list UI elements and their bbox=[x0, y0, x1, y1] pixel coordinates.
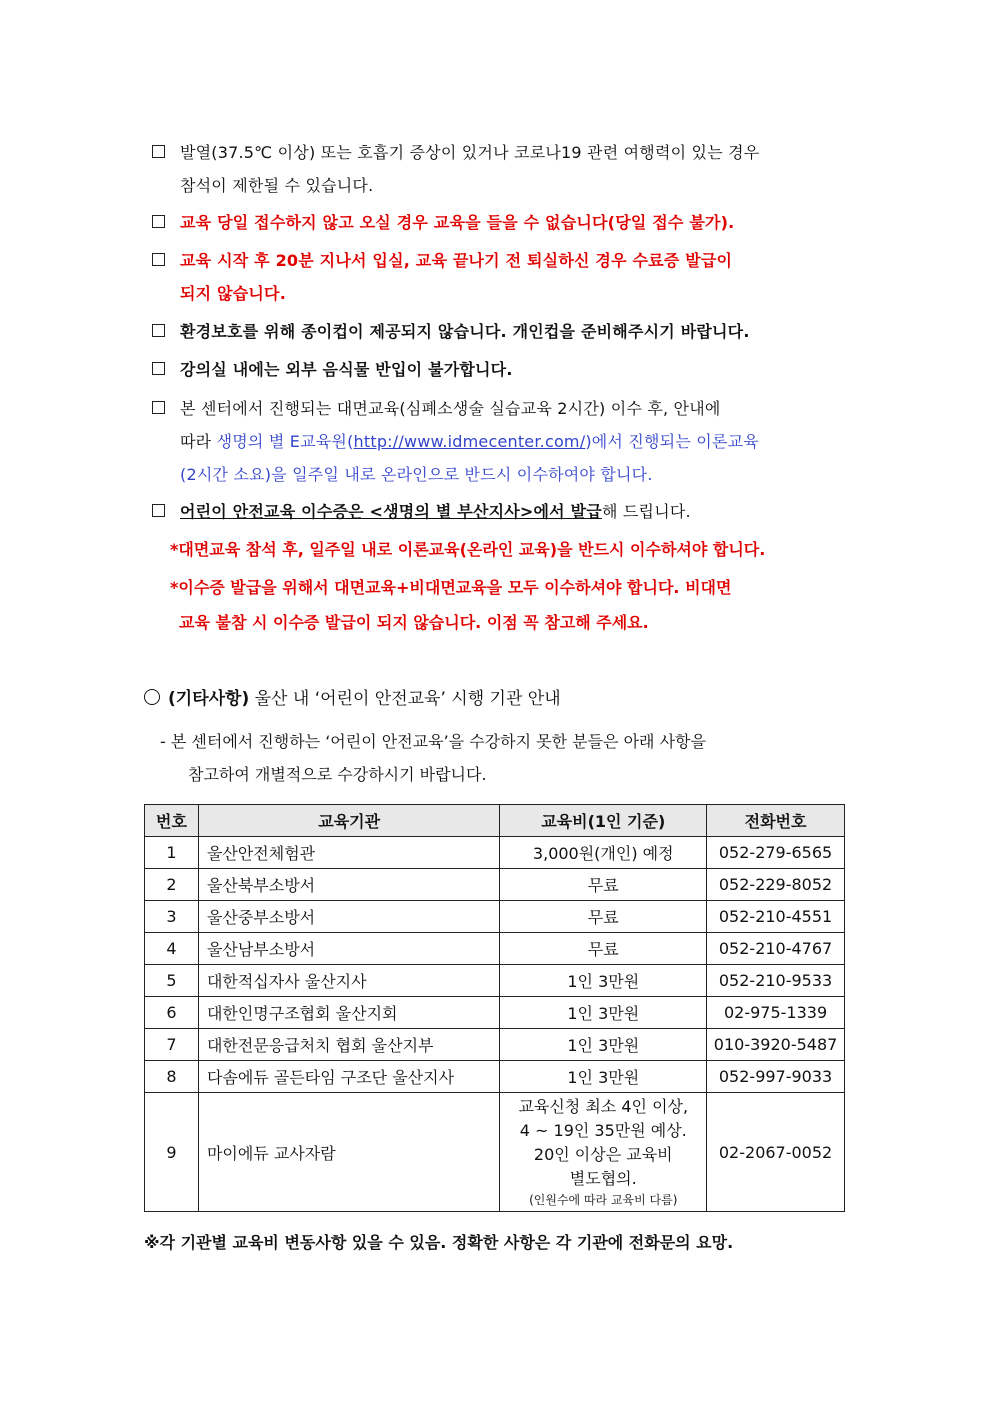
table-row bbox=[145, 1029, 845, 1061]
notice-food bbox=[152, 353, 852, 386]
notice-text: 되지 않습니다. bbox=[180, 284, 286, 303]
cell-institution: 울산중부소방서 bbox=[198, 901, 499, 933]
cell-fee bbox=[500, 1093, 707, 1212]
table-header-row bbox=[145, 805, 845, 837]
notice-fever bbox=[152, 136, 852, 202]
certificate-highlight: 어린이 안전교육 이수증은 <생명의 별 부산지사>에서 발급 bbox=[180, 502, 602, 521]
fee-line: 교육신청 최소 4인 이상, bbox=[518, 1097, 689, 1116]
red-note-text: *이수증 발급을 위해서 대면교육+비대면교육을 모두 이수하셔야 합니다. 비대면 bbox=[170, 578, 732, 597]
cell-fee: 1인 3만원 bbox=[500, 1061, 707, 1093]
cell-number: 3 bbox=[145, 901, 199, 933]
cell-phone: 02-975-1339 bbox=[707, 997, 845, 1029]
section-heading bbox=[144, 684, 561, 714]
elearning-name: 생명의 별 E교육원( bbox=[216, 432, 354, 451]
red-note-text: *대면교육 참석 후, 일주일 내로 이론교육(온라인 교육)을 반드시 이수하셔야 합니다. bbox=[170, 540, 766, 559]
checkbox-icon bbox=[152, 215, 165, 228]
header-institution: 교육기관 bbox=[198, 805, 499, 837]
header-number: 번호 bbox=[145, 805, 199, 837]
notice-online-course bbox=[152, 392, 852, 491]
section-heading-bold: (기타사항) bbox=[168, 689, 250, 709]
circle-bullet-icon bbox=[144, 689, 160, 705]
cell-institution: 대한인명구조협회 울산지회 bbox=[198, 997, 499, 1029]
table-row bbox=[145, 869, 845, 901]
notice-text: (2시간 소요)을 일주일 내로 온라인으로 반드시 이수하여야 합니다. bbox=[180, 465, 653, 484]
red-note-certificate bbox=[170, 570, 860, 640]
section-description-line: 참고하여 개별적으로 수강하시기 바랍니다. bbox=[188, 765, 487, 784]
cell-phone: 052-279-6565 bbox=[707, 837, 845, 869]
cell-number: 4 bbox=[145, 933, 199, 965]
table-row bbox=[145, 1093, 845, 1212]
notice-text-line2 bbox=[180, 425, 852, 458]
cell-fee: 무료 bbox=[500, 869, 707, 901]
fee-line: 20인 이상은 교육비 bbox=[533, 1145, 673, 1164]
header-phone: 전화번호 bbox=[707, 805, 845, 837]
table-row bbox=[145, 933, 845, 965]
cell-fee: 1인 3만원 bbox=[500, 997, 707, 1029]
checkbox-icon bbox=[152, 145, 165, 158]
table-row bbox=[145, 965, 845, 997]
section-heading-text: 울산 내 ‘어린이 안전교육’ 시행 기관 안내 bbox=[249, 689, 561, 709]
elearning-link[interactable]: http://www.idmecenter.com/ bbox=[353, 432, 586, 451]
notice-text-part: )에서 진행되는 이론교육 bbox=[585, 432, 759, 451]
notice-certificate bbox=[152, 495, 852, 528]
notice-text-part: 해 드립니다. bbox=[601, 502, 691, 521]
footer-note: ※각 기관별 교육비 변동사항 있을 수 있음. 정확한 사항은 각 기관에 전화문의 요망. bbox=[144, 1233, 734, 1252]
checkbox-icon bbox=[152, 362, 165, 375]
cell-number: 6 bbox=[145, 997, 199, 1029]
cell-institution: 대한적십자사 울산지사 bbox=[198, 965, 499, 997]
cell-phone: 052-210-4767 bbox=[707, 933, 845, 965]
cell-fee: 무료 bbox=[500, 933, 707, 965]
checkbox-icon bbox=[152, 401, 165, 414]
cell-fee: 1인 3만원 bbox=[500, 965, 707, 997]
cell-number: 1 bbox=[145, 837, 199, 869]
institution-table bbox=[144, 804, 845, 1212]
red-note-online bbox=[170, 532, 860, 567]
section-description-line: - 본 센터에서 진행하는 ‘어린이 안전교육’을 수강하지 못한 분들은 아래 사항을 bbox=[160, 732, 706, 751]
checkbox-icon bbox=[152, 504, 165, 517]
cell-phone: 02-2067-0052 bbox=[707, 1093, 845, 1212]
cell-number: 2 bbox=[145, 869, 199, 901]
header-fee: 교육비(1인 기준) bbox=[500, 805, 707, 837]
cell-phone: 052-997-9033 bbox=[707, 1061, 845, 1093]
fee-line: 4 ~ 19인 35만원 예상. bbox=[519, 1121, 687, 1140]
red-note-text: 교육 불참 시 이수증 발급이 되지 않습니다. 이점 꼭 참고해 주세요. bbox=[179, 613, 649, 632]
cell-fee: 1인 3만원 bbox=[500, 1029, 707, 1061]
cell-fee: 무료 bbox=[500, 901, 707, 933]
cell-institution: 마이에듀 교사자람 bbox=[198, 1093, 499, 1212]
table-row bbox=[145, 837, 845, 869]
cell-institution: 대한전문응급처치 협회 울산지부 bbox=[198, 1029, 499, 1061]
cell-institution: 다솜에듀 골든타임 구조단 울산지사 bbox=[198, 1061, 499, 1093]
notice-text-part: 따라 bbox=[180, 432, 217, 451]
fee-note: (인원수에 따라 교육비 다름) bbox=[529, 1193, 678, 1207]
checkbox-icon bbox=[152, 324, 165, 337]
notice-text: 발열(37.5℃ 이상) 또는 호흡기 증상이 있거나 코로나19 관련 여행력이 있는 경우 bbox=[180, 143, 760, 162]
notice-text: 본 센터에서 진행되는 대면교육(심폐소생술 실습교육 2시간) 이수 후, 안내에 bbox=[180, 399, 721, 418]
notice-text: 교육 당일 접수하지 않고 오실 경우 교육을 들을 수 없습니다(당일 접수 불가). bbox=[180, 213, 735, 232]
notice-text: 환경보호를 위해 종이컵이 제공되지 않습니다. 개인컵을 준비해주시기 바랍니다. bbox=[180, 322, 750, 341]
cell-institution: 울산북부소방서 bbox=[198, 869, 499, 901]
section-description bbox=[160, 725, 850, 791]
cell-number: 8 bbox=[145, 1061, 199, 1093]
cell-number: 5 bbox=[145, 965, 199, 997]
notice-registration bbox=[152, 206, 852, 239]
table-row bbox=[145, 1061, 845, 1093]
notice-text: 교육 시작 후 20분 지나서 입실, 교육 끝나기 전 퇴실하신 경우 수료증 발급이 bbox=[180, 251, 733, 270]
checkbox-icon bbox=[152, 253, 165, 266]
table-row bbox=[145, 997, 845, 1029]
notice-text: 참석이 제한될 수 있습니다. bbox=[180, 176, 374, 195]
cell-phone: 052-229-8052 bbox=[707, 869, 845, 901]
cell-phone: 010-3920-5487 bbox=[707, 1029, 845, 1061]
cell-number: 9 bbox=[145, 1093, 199, 1212]
cell-institution: 울산남부소방서 bbox=[198, 933, 499, 965]
notice-cup bbox=[152, 315, 852, 348]
fee-line: 별도협의. bbox=[569, 1169, 637, 1188]
cell-number: 7 bbox=[145, 1029, 199, 1061]
table-row bbox=[145, 901, 845, 933]
notice-text: 강의실 내에는 외부 음식물 반입이 불가합니다. bbox=[180, 360, 513, 379]
cell-phone: 052-210-4551 bbox=[707, 901, 845, 933]
cell-fee: 3,000원(개인) 예정 bbox=[500, 837, 707, 869]
cell-phone: 052-210-9533 bbox=[707, 965, 845, 997]
notice-text-line bbox=[180, 495, 852, 528]
notice-attendance bbox=[152, 244, 852, 310]
cell-institution: 울산안전체험관 bbox=[198, 837, 499, 869]
